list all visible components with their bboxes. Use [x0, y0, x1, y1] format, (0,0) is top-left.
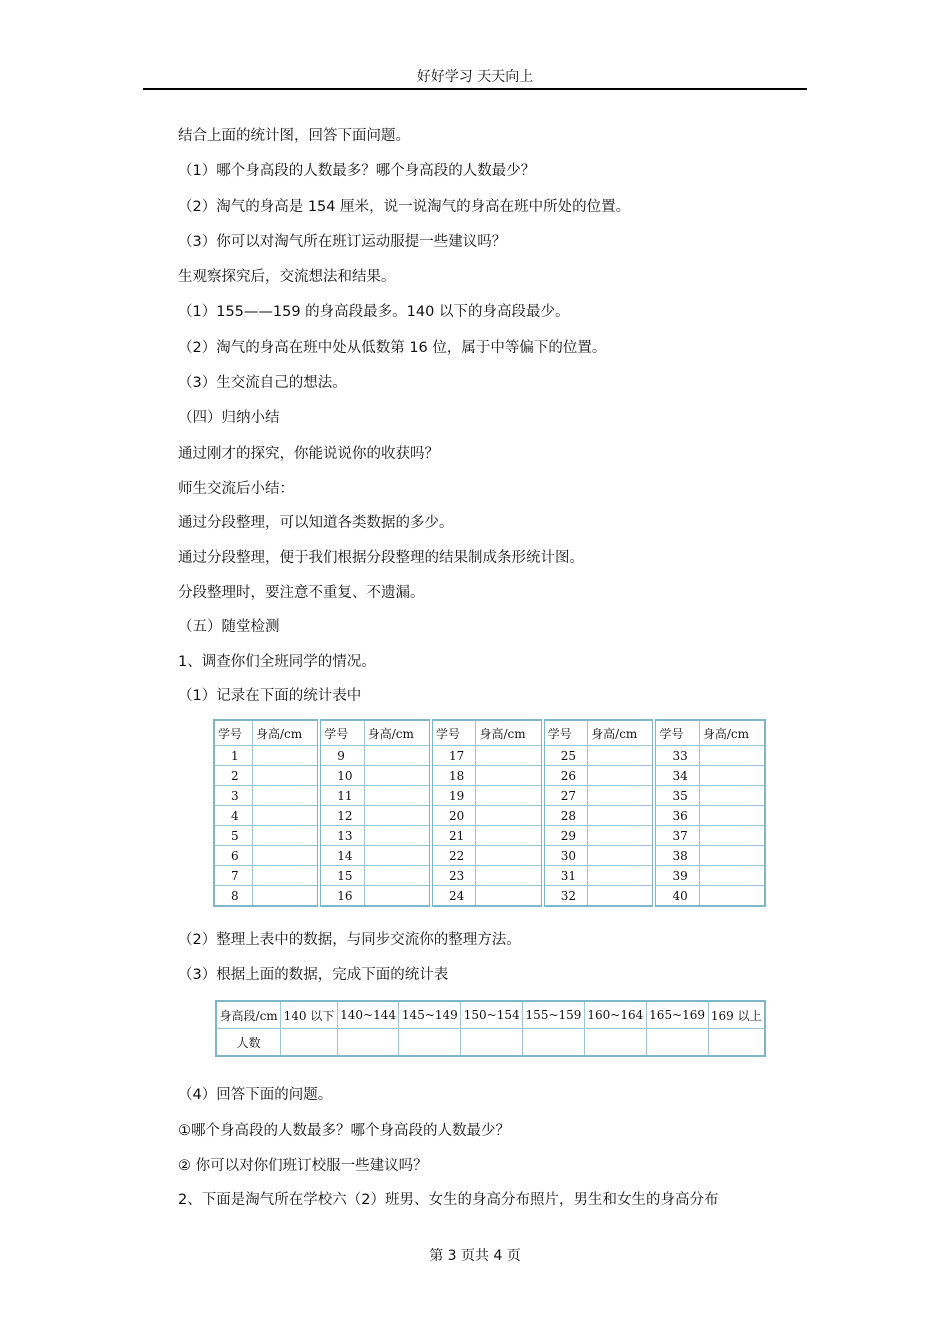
student-id-cell: 16 [319, 886, 364, 907]
student-id-cell: 20 [431, 806, 476, 826]
height-entry-cell [588, 826, 655, 846]
count-entry-cell [399, 1029, 461, 1057]
count-entry-cell [461, 1029, 523, 1057]
table-row [214, 746, 765, 766]
range-header: 160~164 [584, 1001, 646, 1029]
column-header-height: 身高/cm [588, 720, 655, 746]
column-header-id: 学号 [319, 720, 364, 746]
student-id-cell: 17 [431, 746, 476, 766]
text-line: 师生交流后小结： [178, 481, 294, 497]
height-entry-cell [364, 826, 431, 846]
student-id-cell: 38 [654, 846, 699, 866]
height-entry-cell [253, 766, 320, 786]
student-id-cell: 1 [214, 746, 253, 766]
page-footer: 第 3 页共 4 页 [429, 1248, 521, 1264]
count-entry-cell [523, 1029, 585, 1057]
text-line: 通过分段整理，可以知道各类数据的多少。 [178, 515, 454, 531]
student-id-cell: 19 [431, 786, 476, 806]
height-entry-cell [364, 766, 431, 786]
student-id-cell: 23 [431, 866, 476, 886]
height-entry-cell [588, 786, 655, 806]
table-row [214, 806, 765, 826]
height-entry-cell [476, 766, 543, 786]
height-entry-cell [476, 886, 543, 907]
height-entry-cell [476, 826, 543, 846]
student-id-cell: 4 [214, 806, 253, 826]
height-entry-cell [699, 826, 765, 846]
student-id-cell: 36 [654, 806, 699, 826]
height-entry-cell [364, 746, 431, 766]
height-entry-cell [588, 766, 655, 786]
text-line: （2）淘气的身高是 154 厘米，说一说淘气的身高在班中所处的位置。 [178, 199, 631, 215]
range-header-label: 身高段/cm [216, 1001, 281, 1029]
text-line: （2）整理上表中的数据，与同步交流你的整理方法。 [178, 932, 521, 948]
column-header-height: 身高/cm [699, 720, 765, 746]
page-header: 好好学习 天天向上 [143, 66, 807, 90]
student-id-cell: 15 [319, 866, 364, 886]
student-id-cell: 25 [543, 746, 588, 766]
table-row [214, 886, 765, 907]
height-entry-cell [699, 786, 765, 806]
height-entry-cell [476, 866, 543, 886]
text-line: ①哪个身高段的人数最多？哪个身高段的人数最少？ [178, 1123, 510, 1139]
student-id-cell: 10 [319, 766, 364, 786]
height-entry-cell [476, 746, 543, 766]
height-entry-cell [364, 786, 431, 806]
student-id-cell: 34 [654, 766, 699, 786]
student-id-cell: 28 [543, 806, 588, 826]
table-row [214, 766, 765, 786]
table-row [214, 866, 765, 886]
column-header-height: 身高/cm [364, 720, 431, 746]
student-id-cell: 11 [319, 786, 364, 806]
text-line: （五）随堂检测 [178, 619, 280, 635]
text-line: 生观察探究后，交流想法和结果。 [178, 269, 396, 285]
height-entry-cell [253, 866, 320, 886]
height-entry-cell [253, 826, 320, 846]
student-id-cell: 31 [543, 866, 588, 886]
text-line: （1）155——159 的身高段最多。140 以下的身高段最少。 [178, 304, 570, 320]
height-entry-cell [476, 786, 543, 806]
student-id-cell: 24 [431, 886, 476, 907]
text-line: ② 你可以对你们班订校服一些建议吗？ [178, 1158, 428, 1174]
student-id-cell: 37 [654, 826, 699, 846]
column-header-id: 学号 [214, 720, 253, 746]
text-line: （4）回答下面的问题。 [178, 1087, 333, 1103]
height-entry-cell [364, 846, 431, 866]
text-line: （1）哪个身高段的人数最多？哪个身高段的人数最少？ [178, 163, 536, 179]
text-line: 分段整理时，要注意不重复、不遗漏。 [178, 585, 425, 601]
count-entry-cell [281, 1029, 337, 1057]
count-row-label: 人数 [216, 1029, 281, 1057]
text-line: 结合上面的统计图，回答下面问题。 [178, 128, 410, 144]
student-id-cell: 3 [214, 786, 253, 806]
student-id-cell: 29 [543, 826, 588, 846]
height-entry-cell [699, 866, 765, 886]
text-line: （四）归纳小结 [178, 410, 280, 426]
range-header: 150~154 [461, 1001, 523, 1029]
height-entry-cell [699, 846, 765, 866]
range-header: 145~149 [399, 1001, 461, 1029]
table-row [214, 846, 765, 866]
height-entry-cell [699, 766, 765, 786]
student-id-cell: 13 [319, 826, 364, 846]
height-entry-cell [364, 866, 431, 886]
height-entry-cell [699, 886, 765, 907]
height-entry-cell [588, 806, 655, 826]
height-entry-cell [364, 806, 431, 826]
student-id-cell: 39 [654, 866, 699, 886]
column-header-id: 学号 [431, 720, 476, 746]
height-entry-cell [588, 846, 655, 866]
count-entry-cell [708, 1029, 765, 1057]
table-row [214, 826, 765, 846]
height-entry-cell [253, 746, 320, 766]
count-entry-cell [337, 1029, 399, 1057]
column-header-height: 身高/cm [253, 720, 320, 746]
height-entry-cell [588, 746, 655, 766]
text-line: （2）淘气的身高在班中处从低数第 16 位，属于中等偏下的位置。 [178, 340, 607, 356]
text-line: 通过分段整理，便于我们根据分段整理的结果制成条形统计图。 [178, 550, 584, 566]
column-header-id: 学号 [654, 720, 699, 746]
text-line: （3）生交流自己的想法。 [178, 375, 347, 391]
student-id-cell: 33 [654, 746, 699, 766]
height-entry-cell [588, 866, 655, 886]
count-entry-cell [584, 1029, 646, 1057]
student-id-cell: 6 [214, 846, 253, 866]
text-line: （1）记录在下面的统计表中 [178, 688, 362, 704]
count-entry-cell [646, 1029, 708, 1057]
student-id-cell: 14 [319, 846, 364, 866]
height-entry-cell [364, 886, 431, 907]
height-entry-cell [588, 886, 655, 907]
student-id-cell: 2 [214, 766, 253, 786]
text-line: 2、下面是淘气所在学校六（2）班男、女生的身高分布照片，男生和女生的身高分布 [178, 1192, 719, 1208]
height-entry-cell [253, 806, 320, 826]
range-header: 140~144 [337, 1001, 399, 1029]
text-line: （3）根据上面的数据，完成下面的统计表 [178, 967, 449, 983]
column-header-id: 学号 [543, 720, 588, 746]
student-id-cell: 40 [654, 886, 699, 907]
student-id-cell: 22 [431, 846, 476, 866]
range-header: 165~169 [646, 1001, 708, 1029]
text-line: （3）你可以对淘气所在班订运动服提一些建议吗？ [178, 234, 507, 250]
height-entry-cell [476, 846, 543, 866]
text-line: 通过刚才的探究，你能说说你的收获吗？ [178, 446, 439, 462]
student-id-cell: 30 [543, 846, 588, 866]
student-id-cell: 26 [543, 766, 588, 786]
range-header: 140 以下 [281, 1001, 337, 1029]
height-entry-cell [476, 806, 543, 826]
height-entry-cell [699, 746, 765, 766]
height-range-table [215, 1000, 766, 1057]
student-id-cell: 12 [319, 806, 364, 826]
column-header-height: 身高/cm [476, 720, 543, 746]
student-id-cell: 8 [214, 886, 253, 907]
height-entry-cell [699, 806, 765, 826]
student-id-cell: 7 [214, 866, 253, 886]
student-id-cell: 9 [319, 746, 364, 766]
student-id-cell: 32 [543, 886, 588, 907]
range-header: 155~159 [523, 1001, 585, 1029]
height-entry-cell [253, 786, 320, 806]
student-id-cell: 35 [654, 786, 699, 806]
height-entry-cell [253, 886, 320, 907]
table-row [214, 786, 765, 806]
range-header: 169 以上 [708, 1001, 765, 1029]
student-id-cell: 5 [214, 826, 253, 846]
student-id-cell: 21 [431, 826, 476, 846]
student-id-cell: 18 [431, 766, 476, 786]
student-id-cell: 27 [543, 786, 588, 806]
text-line: 1、调查你们全班同学的情况。 [178, 654, 376, 670]
height-entry-cell [253, 846, 320, 866]
height-record-table [213, 719, 766, 907]
